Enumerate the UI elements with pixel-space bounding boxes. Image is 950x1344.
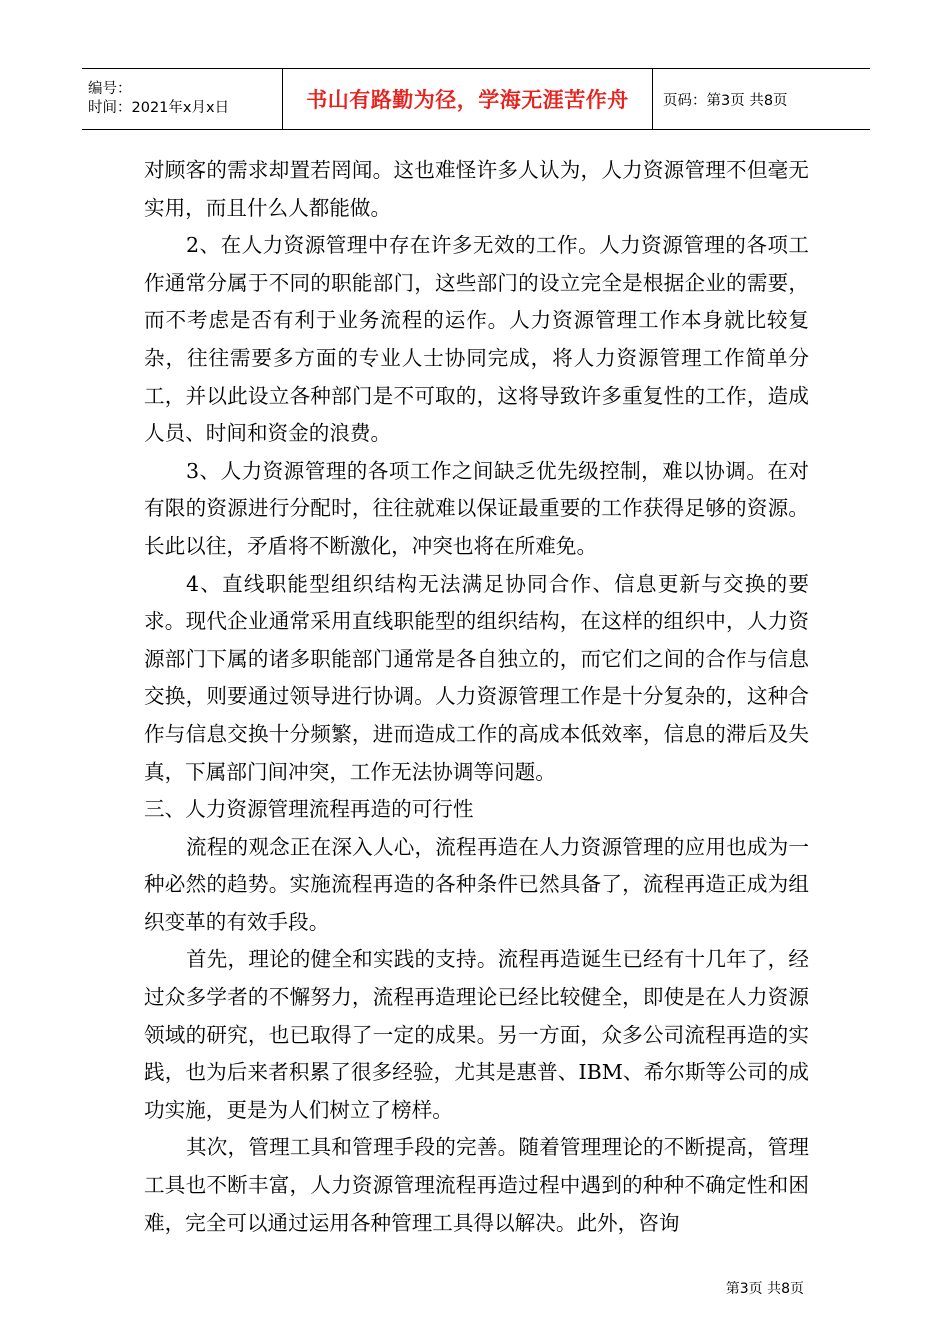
document-time-label: 时间：2021年x月x日 <box>88 100 230 116</box>
paragraph-2: 2、在人力资源管理中存在许多无效的工作。人力资源管理的各项工作通常分属于不同的职能部门，这些部门的设立完全是根据企业的需要，而不考虑是否有利于业务流程的运作。人力资源管理工作本身就比较复杂，往往需要多方面的专业人士协同完成，将人力资源管理工作简单分工，并以此设立各种部门是不可取的，这将导致许多重复性的工作，造成人员、时间和资金的浪费。 <box>144 233 809 446</box>
paragraph-4: 4、直线职能型组织结构无法满足协同合作、信息更新与交换的要求。现代企业通常采用直线职能型的组织结构，在这样的组织中，人力资源部门下属的诸多职能部门通常是各自独立的，而它们之间的合作与信息交换，则要通过领导进行协调。人力资源管理工作是十分复杂的，这种合作与信息交换十分频繁，进而造成工作的高成本低效率，信息的滞后及失真，下属部门间冲突，工作无法协调等问题。 <box>144 571 809 784</box>
document-number-label: 编号： <box>88 81 132 97</box>
paragraph-1: 对顾客的需求却置若罔闻。这也难怪许多人认为，人力资源管理不但毫无实用，而且什么人都能做。 <box>144 158 809 220</box>
header-motto-cell <box>282 69 653 129</box>
page-header <box>82 68 870 130</box>
section-heading: 三、人力资源管理流程再造的可行性 <box>144 797 474 822</box>
header-page-number: 页码：第3页 共8页 <box>663 92 788 109</box>
header-motto: 书山有路勤为径，学海无涯苦作舟 <box>306 88 629 112</box>
paragraph-5: 流程的观念正在深入人心，流程再造在人力资源管理的应用也成为一种必然的趋势。实施流程再造的各种条件已然具备了，流程再造正成为组织变革的有效手段。 <box>144 834 809 934</box>
paragraph-6: 首先，理论的健全和实践的支持。流程再造诞生已经有十几年了，经过众多学者的不懈努力，流程再造理论已经比较健全，即使是在人力资源领域的研究，也已取得了一定的成果。另一方面，众多公司流程再造的实践，也为后来者积累了很多经验，尤其是惠普、IBM、希尔斯等公司的成功实施，更是为人们树立了榜样。 <box>144 947 809 1122</box>
header-meta <box>82 69 282 129</box>
document-body <box>144 152 809 1242</box>
paragraph-7: 其次，管理工具和管理手段的完善。随着管理理论的不断提高，管理工具也不断丰富，人力资源管理流程再造过程中遇到的种种不确定性和困难，完全可以通过运用各种管理工具得以解决。此外，咨询 <box>144 1135 809 1235</box>
paragraph-3: 3、人力资源管理的各项工作之间缺乏优先级控制，难以协调。在对有限的资源进行分配时，往往就难以保证最重要的工作获得足够的资源。长此以往，矛盾将不断激化，冲突也将在所难免。 <box>144 458 809 558</box>
page-footer: 第3页 共8页 <box>725 1281 804 1297</box>
